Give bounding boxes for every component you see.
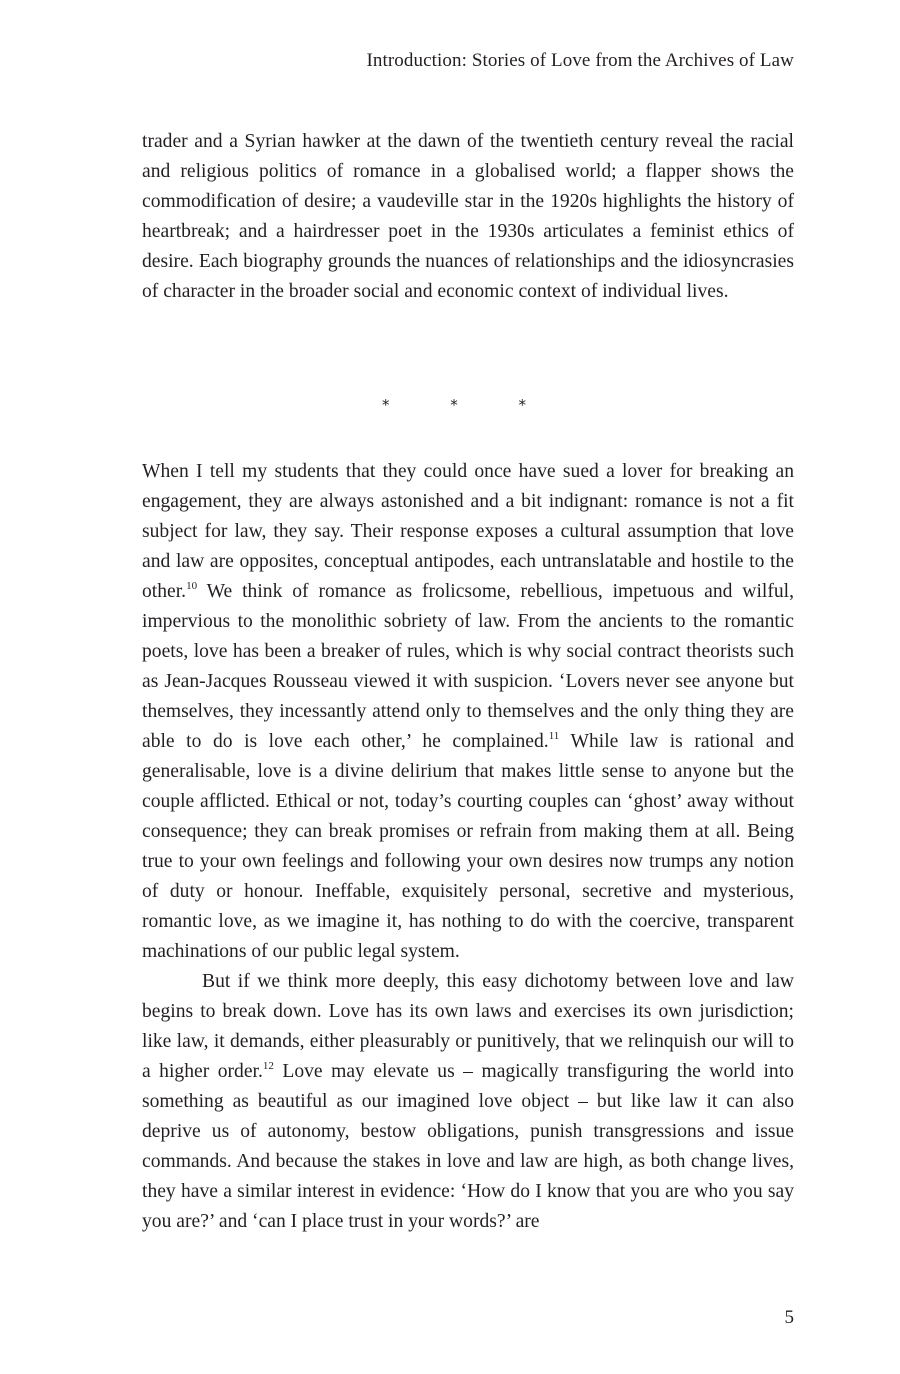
- paragraph-1-text-a: When I tell my students that they could once have sued a lover for breaking an engagement, they are always astonished and a bit indignant: romance is not a fit subject for law, they say. Their response exposes a cultural assumption that love and law are opposites, conceptual antipodes, each untranslatable and hostile to the other.: [142, 461, 794, 602]
- paragraph-2-text-b: Love may elevate us – magically transfiguring the world into something as beautiful as our imagined love object – but like law it can also deprive us of autonomy, bestow obligations, punish transgressions and issue commands. And because the stakes in love and law are high, as both change lives, they have a similar interest in evidence: ‘How do I know that you are who you say you are?’ and ‘can I place trust in your words?’ are: [142, 1061, 794, 1232]
- running-head: Introduction: Stories of Love from the Archives of Law: [366, 50, 794, 71]
- footnote-ref-11[interactable]: 11: [548, 730, 560, 742]
- paragraph-2: [142, 967, 794, 1237]
- paragraph-1-text-b: We think of romance as frolicsome, rebellious, impetuous and wilful, impervious to the monolithic sobriety of law. From the ancients to the romantic poets, love has been a breaker of rules, which is why social contract theorists such as Jean-Jacques Rousseau viewed it with suspicion. ‘Lovers never see anyone but themselves, they incessantly attend only to themselves and the only thing they are able to do is love each other,’ he complained.: [142, 581, 794, 752]
- paragraph-1-text-c: While law is rational and generalisable, love is a divine delirium that makes little sense to anyone but the couple afflicted. Ethical or not, today’s courting couples can ‘ghost’ away without consequence; they can break promises or refrain from making them at all. Being true to your own feelings and following your own desires now trumps any notion of duty or honour. Ineffable, exquisitely personal, secretive and mysterious, romantic love, as we imagine it, has nothing to do with the coercive, transparent machinations of our public legal system.: [142, 731, 794, 962]
- footnote-ref-12[interactable]: 12: [262, 1060, 274, 1072]
- paragraph-2-text-a: But if we think more deeply, this easy dichotomy between love and law begins to break down. Love has its own laws and exercises its own jurisdiction; like law, it demands, either pleasurably or punitively, that we relinquish our will to a higher order.: [142, 971, 794, 1082]
- section-break-ornament: * * *: [381, 396, 555, 414]
- section-1-text: [142, 127, 794, 307]
- footnote-ref-10[interactable]: 10: [186, 580, 198, 592]
- page-number: 5: [784, 1307, 794, 1328]
- paragraph-1: [142, 457, 794, 967]
- paragraph: trader and a Syrian hawker at the dawn of the twentieth century reveal the racial and religious politics of romance in a globalised world; a flapper shows the commodification of desire; a vaudeville star in the 1920s highlights the history of heartbreak; and a hairdresser poet in the 1930s articulates a feminist ethics of desire. Each biography grounds the nuances of relationships and the idiosyncrasies of character in the broader social and economic context of individual lives.: [142, 131, 794, 302]
- section-2-text: [142, 457, 794, 1237]
